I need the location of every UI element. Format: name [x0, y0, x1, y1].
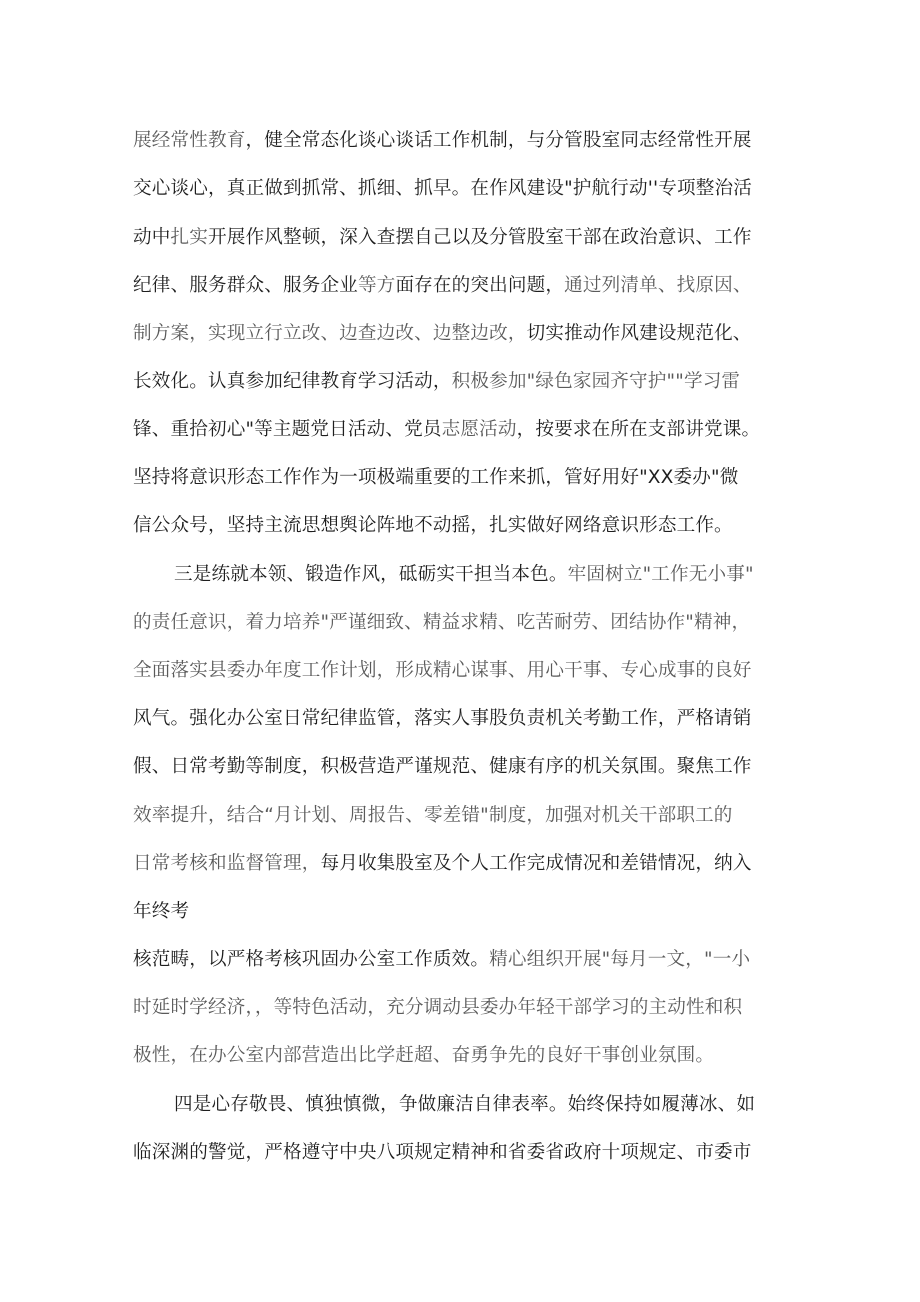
text-run: 风气。强化办公室日常纪律监管，落实人事股负责机关考勤工作，严格请销: [133, 708, 752, 729]
text-run: 信公众号，坚持主流思想舆论阵地不动摇，扎实做好网络意识形态工作。: [133, 515, 733, 536]
text-run: 志愿活动: [441, 419, 517, 440]
text-run: 的责任意识，着力培养"严谨细致、精益求精、吃苦耐劳、团结协作"精神，: [133, 612, 751, 633]
text-run: 长效化。认真参加纪律教育学习活动，: [133, 371, 452, 392]
text-run: 假、日常考勤等制度，积极营造: [133, 756, 396, 777]
text-run: 展经常性教育: [133, 130, 246, 151]
text-line-5: [133, 314, 793, 354]
text-line-19: [133, 988, 793, 1028]
text-run: 制方案，实现立行立改、边查边改、边整边改，: [133, 323, 527, 344]
text-run: 精心组织开展"每月一文，"一小: [489, 949, 751, 970]
text-run: 临深渊的警觉，严格遵守中央八项规定精神和省委省政府十项规定、市委市: [133, 1142, 752, 1163]
text-run: 牢固树立"工作无小事": [567, 564, 754, 585]
text-line-4: [133, 266, 793, 306]
text-line-13: [133, 699, 793, 739]
text-line-21: [174, 1085, 834, 1125]
text-run: 纪律、服务群众、服务企业: [133, 275, 358, 296]
text-run: 严谨规范、健康有序的机关氛围。聚焦工作: [395, 756, 752, 777]
text-line-17: [133, 892, 793, 932]
text-run: 效率提升，结合“月计划、周报告、零差错"制度，: [133, 805, 546, 826]
text-line-2: [133, 169, 793, 209]
text-run: 交心谈心，真正做到抓常、抓细、抓早。在作风建设"护航行动''专项整治活: [133, 178, 753, 199]
text-line-16: [133, 844, 793, 884]
text-line-12: [133, 651, 793, 691]
text-run: 开展作风整顿，深入查摆自己以及分管股室干部在政治意识、工作: [208, 227, 752, 248]
text-run: 四是心存敬畏、慎独慎微，争做廉洁自律表率。始终保持如履薄冰、如: [174, 1094, 756, 1115]
text-line-7: [133, 410, 793, 450]
text-run: 积极参加"绿色家园齐守护""学习雷: [451, 371, 741, 392]
text-run: 三是练就本领、锻造作风，砥砺实干担当本色。: [174, 564, 568, 585]
text-line-3: [133, 218, 793, 258]
text-run: 年终考: [133, 901, 190, 922]
text-run: ，按要求在所在支部讲党课。: [516, 419, 761, 440]
text-run: 面存在的突出问题，: [395, 275, 565, 296]
text-line-20: [133, 1036, 793, 1076]
text-run: 扎实: [170, 227, 208, 248]
text-line-22: [133, 1133, 793, 1173]
text-line-1: [133, 121, 793, 161]
text-run: 通过列清单、找原因、: [564, 275, 752, 296]
text-run: 切实推动作风建设规范化、: [526, 323, 752, 344]
text-line-11: [133, 603, 793, 643]
text-line-8: [133, 458, 793, 498]
text-run: 锋、重拾初心"等主题党日活动、党员: [133, 419, 442, 440]
text-line-10: [174, 555, 834, 595]
text-run: 动中: [133, 227, 171, 248]
text-run: 坚持将意识形态工作作为一项极端重要的工作来抓，管好用好"XX委办"微: [133, 467, 739, 488]
text-run: 等方: [357, 275, 396, 296]
text-run: 全面落实县委办年度工作计划，形成精心谋事、用心干事、专心成事的良好: [133, 660, 752, 681]
text-run: 核范畴，以严格考核巩固办公室工作质效。: [133, 949, 490, 970]
text-line-15: [133, 796, 793, 836]
text-run: ，健全常态化谈心谈话工作机制，与分管股室同志经常性开展: [245, 130, 752, 151]
text-line-9: [133, 506, 793, 546]
text-run: 极性，在办公室内部营造出比学赶超、奋勇争先的良好干事创业氛围。: [133, 1045, 715, 1066]
text-line-18: [133, 940, 793, 980]
text-line-14: [133, 747, 793, 787]
text-line-6: [133, 362, 793, 402]
text-run: 每月收集股室及个人工作完成情况和差错情况，纳入: [320, 853, 752, 874]
text-run: 加强对机关干部职工的: [545, 805, 733, 826]
text-run: 日常考核和监督管理，: [133, 853, 321, 874]
text-run: 时延时学经济，，等特色活动，充分调动县委办年轻干部学习的主动性和积: [133, 997, 743, 1018]
